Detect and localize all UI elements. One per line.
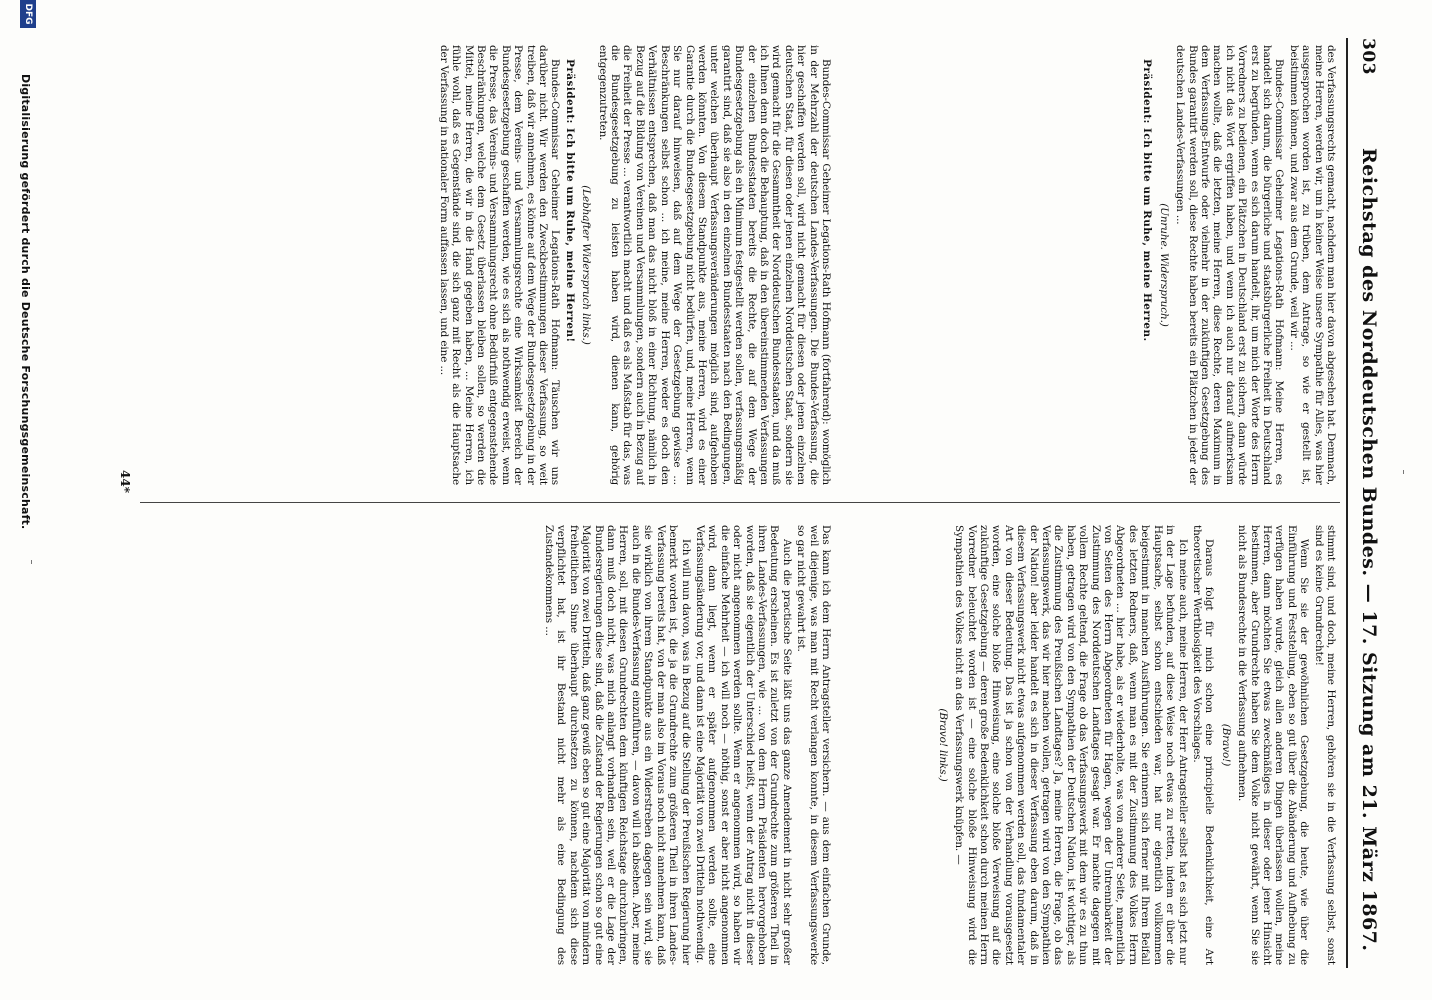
paragraph: Ich meine auch, meine Herren, der Herr Antragsteller selbst hat es sich jetzt nur in der Lage befunden, auf diese Weise noch etwas zu retten, indem er über die Hauptsache, selbst schon entschieden war, hat nur eigentlich vollkommen beigestimmt in manchen Ausführungen. Sie erinnern sich ferner mit Ihrem Beifall des letzten Redners, daß, wenn man es mit der Zustimmung des Volkes Herrn Abgeordneten ... hier habe, als er wiederholte, was von anderer Seite, namentlich von Seiten des Herrn Abgeordneten für Hagen, wegen der Untrennbarkeit der Zustimmung des Norddeutschen Landtages gesagt war. Er machte dagegen mit vollem Rechte geltend, die Frage ob das Verfassungswerk mit dem wir es zu thun haben, getragen wird von den Sympathien der Deutschen Nation, ist wichtiger, als die Zustimmung des Preußischen Landtages? Ja, meine Herren, die Frage, ob das Verfassungswerk, das wir hier machen wollen, getragen wird von den Sympathien der Nation! aber leider handelt es sich in dieser Verfassung eben darum, daß in diesem Verfassungswerk nicht etwas aufgenommen werden soll, das fundamentaler Art von dieser Bedeutung. Das ist ja schon von der Verhandlung vorausgesetzt worden, eine solche bloße Hinweisung, eine solche bloße Verweisung auf die zukünftige Gesetzgebung — deren große Bedenklichkeit schon durch meinen Herrn Vorredner beleuchtet worden ist — eine solche bloße Hinweisung wird die Sympathien des Volkes nicht an das Verfassungswerk knüpfen. — [953, 525, 1189, 965]
column-a-lower [72, 45, 832, 485]
running-title: Reichstag des Norddeutschen Bundes. — 17. Sitzung am 21. März 1867. [1358, 148, 1380, 952]
paragraph: Ich will nun davon, was in Bezug auf die Stellung der Preußischen Regierung hier bemerkt worden ist, die ja die Grundrechte zum größeren Theil in ihren Landes-Verfassung bereits hat, von der man also im Voraus noch nicht annehmen kann, daß sie wirklich von ihrem Standpunkte aus ein Widerstreben dagegen sein wird, sie auch in die Bundes-Verfassung einzuführen, — davon will ich absehen. Aber, meine Herren, soll, mit diesen Grundrechten dem künftigen Reichstage durchzubringen, dann muß doch nicht, was mich anlangt vorhanden sein, weil er die Lage der Bundesregierungen diese sind, daß die Zustand der Regierungen schon so gut eine Majorität von zwei Dritteln, daß ganz gewiß eben so gut eine Majorität von mindern freiheitlichen Sinne überhaupt durchsetzen zu können, nachdem sich diese verpflichtet hat, ist ihr Bestand nicht mehr als eine Bedingung des Zustandekommens ... [543, 525, 692, 965]
page-header [1350, 38, 1380, 968]
column-divider [140, 502, 1340, 503]
stage-direction: (Lebhafter Widerspruch links.) [580, 185, 593, 345]
paragraph: Bundes-Commissar Geheimer Legations-Rath Hofmann: Meine Herren, es handelt sich darum, die bürgerliche und staatsbürgerliche Freiheit in Deutschland erst zu begründen, wenn es sich darum handelt, ihr, um mich der Worte des Herrn Vorredners zu bedienen, ein Plätzchen in Deutschland erst zu sichern, dann würde ich nicht das Wort ergriffen haben, und wenn ich auch nur darauf aufmerksam machen wollte, daß die letzten, meine Herren, diese Rechte, deren Maximum in dem Verfassungs-Entwurfe oder vielmehr in der zukünftigen Gesetzgebung des Bundes garantirt werden soll, diese Rechte haben bereits ein Plätzchen in jeder der deutschen Landes-Verfassungen ... [1174, 45, 1286, 485]
digitization-note [19, 40, 32, 1000]
column-b-lower [72, 525, 832, 965]
paragraph: Wenn Sie sie der gewöhnlichen Gesetzgebung, die heute, wie über die Einführung und Feststellung, eben so gut über die Abänderung und Aufhebung zu verfügen haben wurde, gleich allen anderen Dingen überlassen wollen, meine Herren, dann möchten Sie etwas zweckmäßiges in dieser oder jener Hinsicht bestimmen, aber Grundrechte haben Sie dem Volke nicht gewährt, wenn Sie sie nicht als Bundesrechte in die Verfassung aufnehmen. [1236, 525, 1311, 965]
scan-speck [31, 560, 32, 564]
paragraph: Daraus folgt für mich schon eine principielle Bedenklichkeit, eine Art theoretischer Werthlosigkeit des Vorschlages. [1190, 525, 1216, 965]
paragraph: Das kann ich dem Herrn Antragsteller versichern. — aus dem einfachen Grunde, weil diejenige, was man mit Recht verlangen konnte, in diesem Verfassungswerke so gar nicht gewahrt ist. [795, 525, 832, 965]
stage-direction: (Bravo!) [1219, 723, 1232, 767]
stage-direction: (Bravo! links.) [936, 708, 949, 782]
speaker-line: Präsident: Ich bitte um Ruhe, meine Herren! [563, 59, 576, 343]
paragraph: des Verfassungsrechts gemacht, nachdem man hier davon abgesehen hat. Demnach, meine Herren, werden wir, um in keiner Weise unsere Sympathie für Alles, was hier ausgesprochen worden ist, zu trüben, dem Antrage, so wie er gestellt ist, beistimmen können, und zwar aus dem Grunde, weil wir ... [1287, 45, 1337, 485]
column-a-upper [812, 45, 1337, 485]
speaker-line: Präsident: Ich bitte um Ruhe, meine Herren. [1141, 59, 1154, 342]
page-number: 303 [1358, 38, 1378, 75]
paragraph: Bundes-Commissar Geheimer Legations-Rath Hofmann (fortfahrend): womöglich in der Mehrzahl der deutschen Landes-Verfassungen. Die Bundes-Verfassung, die hier geschaffen werden soll, wird nicht gemacht für diesen oder jenen einzelnen deutschen Staat, für diesen oder jenen einzelnen Norddeutschen Staat, sondern sie wird gemacht für die Gesammtheit der Norddeutschen Bundesstaaten, und da muß ich Ihnen denn doch die Behauptung, daß in den übereinstimmenden Verfassungen der einzelnen Bundesstaaten bereits die Rechte, die auf dem Wege der Bundesgesetzgebung als ein Minimum festgestellt werden sollen, verfassungsmäßig garantirt sind, daß sie also in den einzelnen Bundesstaaten nach den Bedingungen, unter welchen überhaupt Verfassungsveränderungen möglich sind, aufgehoben werden könnten. Von diesem Standpunkte aus, meine Herren, wird es einer Garantie durch die Bundesgesetzgebung nicht bedürfen, und, meine Herren, wenn Sie nur darauf hinweisen, daß auf dem Wege der Gesetzgebung gewisse ... Beschränkungen selbst schon ... ich meine, meine Herren, weder es doch den Verhältnissen entsprechen, daß man das nicht bloß in einer Richtung, nämlich in Bezug auf die Bildung von Vereinen und Versammlungen, sondern auch in Bezug auf die Freiheit der Presse ... verantwortlich macht und daß es als Maßstab für das, was die Bundesgesetzgebung zu leisten haben wird, dienen kann, gehörig entgegenzutreten. [596, 45, 832, 485]
scan-speck [1403, 470, 1404, 474]
paragraph: Bundes-Commissar Geheimer Legations-Rath Hofmann: Täuschen wir uns darüber nicht. Wir werden den Zweckbestimmungen dieser Verfassung, so weit treiben, daß wir annehmen, es könne auf dem Wege der Bundesgesetzgebung in der Presse, dem Vereins- und Versammlungsrechte eine Wirksamkeit Bereich der Bundesgesetzgebung geschaffen werden, wie es sich als nothwendig erweist, wenn die Presse, das Vereins- und Versammlungsrecht ohne Bedürfniß entgegenstehende Beschränkungen, welche dem Gesetz überlassen bleiben sollen, so werden die Mittel, meine Herren, die wir in die Hand gegeben haben, ... Meine Herren, ich fühle wohl, daß es Gegenstände sind, die sich ganz mit Recht als die Hauptsache der Verfassung in nationaler Form auffassen lassen, und eine ... [437, 45, 562, 485]
stage-direction: (Unruhe. Widerspruch.) [1157, 203, 1170, 327]
header-rule [1346, 38, 1348, 968]
dfg-logo: DFG [20, 0, 36, 28]
paragraph: Auch die practische Seite läßt uns das ganze Amendement in nicht sehr großer Bedeutung erscheinen. Es ist zuletzt von der Grundrechte zum größeren Theil in ihren Landes-Verfassungen, wie ... von dem Herrn Präsidenten hervorgehoben worden, daß sie eigentlich der Unterschied heißt, wenn der Antrag nicht in dieser oder nicht angenommen werden sollte. Wenn er angenommen wird, so haben wir die einfache Mehrheit — ich will noch — nöthig, sonst er aber nicht angenommen wird, dann liegt, wenn er später aufgenommen werden sollte, eine Verfassungsänderung vor, und dann ist eine Majorität von zwei Dritteln nothwendig. [693, 525, 793, 965]
digitization-text: Digitalisierung gefördert durch die Deutsche Forschungsgemeinschaft. [19, 74, 32, 530]
column-b-upper [812, 525, 1337, 965]
paragraph: stimmt sind, und doch, meine Herren, gehören sie in die Verfassung selbst, sonst sind es keine Grundrechte! [1312, 525, 1337, 965]
signature-mark: 44* [118, 470, 132, 493]
